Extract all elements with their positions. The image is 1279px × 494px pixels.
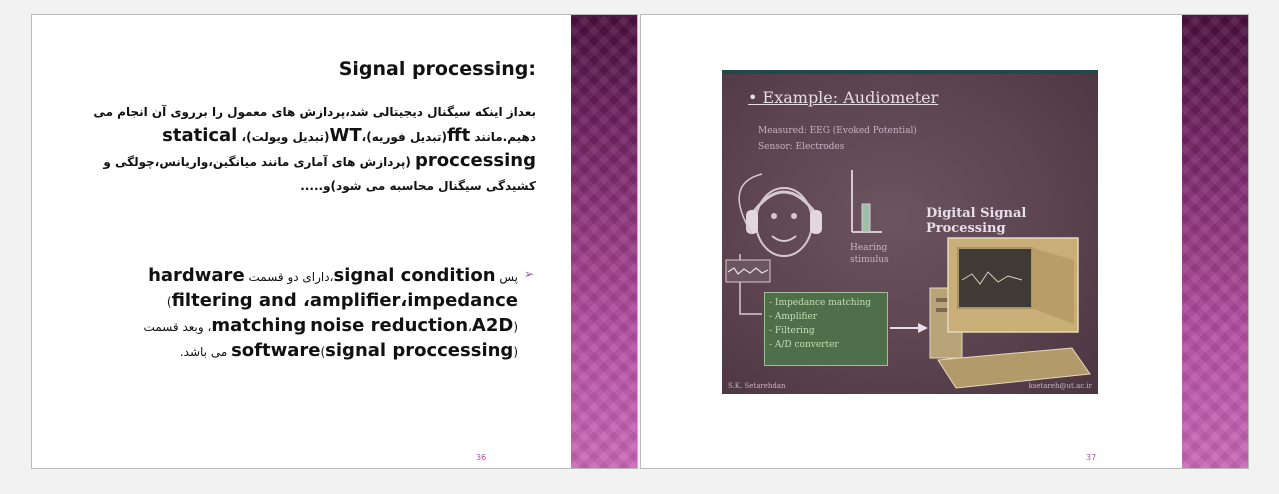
slide-37 [640, 14, 1249, 469]
term-noise-reduction: noise reduction [310, 315, 469, 336]
photo-sensor-line: Sensor: Electrodes [758, 142, 845, 152]
slide-number: 37 [1086, 453, 1097, 462]
photo-dsp-label: Digital Signal Processing [926, 206, 1027, 236]
photo-hearing-label: Hearing stimulus [850, 243, 889, 265]
para1-line1: بعداز اینکه سیگنال دیجیتالی شد،پردازش های معمول را برروی آن انجام می دهیم.مانند [93, 105, 536, 144]
audiometer-photo [722, 70, 1098, 394]
term-software: software [231, 340, 321, 361]
decorative-purple-band [1182, 15, 1248, 468]
fft-desc: (تبدیل فوریه)، [361, 130, 447, 144]
decorative-purple-band [571, 15, 637, 468]
slide-36 [31, 14, 638, 469]
photo-footer-email: ksetareh@ut.ac.ir [1028, 382, 1092, 390]
statical-desc: (پردازش های آماری مانند میانگین،واریانس،چولگی و کشیدگی سیگنال محاسبه می شود)و..... [103, 155, 536, 193]
box-item: - Amplifier [769, 312, 818, 322]
photo-title: • Example: Audiometer [748, 88, 939, 107]
term-wt: WT [329, 125, 362, 146]
term-fft: fft [447, 125, 471, 146]
slide-title: Signal processing: [338, 58, 536, 80]
box-item: - Filtering [769, 326, 815, 336]
box-item: - A/D converter [769, 340, 839, 350]
hardware-items: filtering and ،amplifier،impedance matching [171, 290, 518, 336]
term-a2d: A2D [471, 315, 514, 336]
box-item: - Impedance matching [769, 298, 872, 308]
term-statical-processing: statical proccessing [162, 125, 536, 171]
paragraph-signal-condition: پس signal condition،دارای دو قسمت hardware (filtering and ،amplifier،impedance matching noise reduction،A2D)، وبعد قسمت software(signal proccessing) می باشد. [143, 265, 518, 361]
wt-desc: (تبدیل ویولت)، [241, 130, 330, 144]
term-signal-processing: signal proccessing [325, 340, 514, 361]
paragraph-signal-processing [76, 100, 536, 198]
term-hardware: hardware [148, 265, 245, 286]
term-signal-condition: signal condition [333, 265, 496, 286]
bullet-arrow-icon: ➢ [523, 267, 534, 281]
photo-measured-line: Measured: EEG (Evoked Potential) [758, 126, 917, 136]
photo-footer-author: S.K. Setarehdan [728, 382, 786, 390]
slide-number: 36 [476, 453, 487, 462]
photo-processing-box [764, 292, 888, 366]
